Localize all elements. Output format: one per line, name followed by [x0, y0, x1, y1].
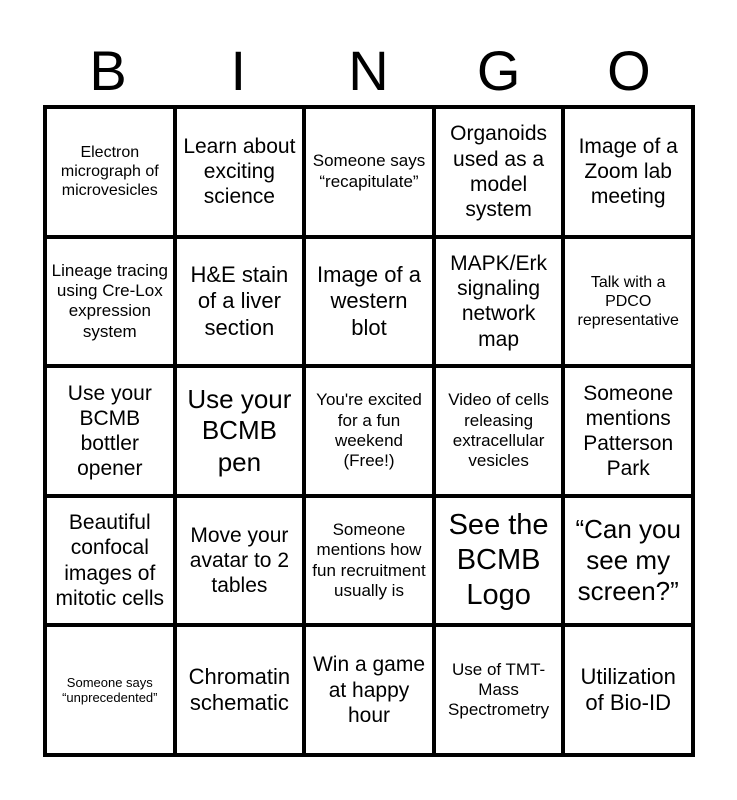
bingo-cell[interactable]: [175, 107, 305, 237]
bingo-cell-text: Someone says “recapitulate”: [312, 151, 426, 191]
bingo-cell-text: You're excited for a fun weekend (Free!): [316, 390, 422, 471]
bingo-cell[interactable]: [45, 366, 175, 496]
bingo-cell-text: Someone mentions how fun recruitment usually is: [312, 519, 426, 600]
bingo-cell-text: “Can you see my screen?”: [575, 513, 681, 607]
bingo-board: [43, 105, 695, 757]
bingo-cell[interactable]: [45, 625, 175, 755]
bingo-cell-text: Someone says “unprecedented”: [62, 674, 158, 706]
bingo-cell[interactable]: [434, 366, 564, 496]
bingo-cell-text: Win a game at happy hour: [312, 653, 426, 727]
bingo-cell-text: Electron micrograph of microvesicles: [60, 144, 159, 200]
bingo-cell[interactable]: [45, 496, 175, 626]
bingo-cell[interactable]: [434, 496, 564, 626]
bingo-cell[interactable]: [304, 237, 434, 367]
bingo-cell-text: Image of a western blot: [317, 261, 421, 340]
bingo-cell[interactable]: [563, 625, 693, 755]
bingo-cell-text: Organoids used as a model system: [450, 122, 548, 221]
bingo-cell[interactable]: [45, 107, 175, 237]
bingo-cell[interactable]: [175, 237, 305, 367]
bingo-cell-text: Someone mentions Patterson Park: [583, 381, 674, 481]
header-letter-b: B: [89, 39, 127, 102]
bingo-cell-text: MAPK/Erk signaling network map: [450, 252, 548, 351]
bingo-cell-text: Learn about exciting science: [183, 135, 296, 209]
header-letter-n: N: [348, 39, 389, 102]
bingo-cell-text: Utilization of Bio-ID: [580, 663, 676, 716]
bingo-cell[interactable]: [563, 366, 693, 496]
bingo-cell-text: Beautiful confocal images of mitotic cells: [55, 511, 165, 610]
bingo-cell-text: Use your BCMB pen: [187, 384, 292, 477]
bingo-cell-text: H&E stain of a liver section: [190, 261, 289, 340]
bingo-cell-text: Lineage tracing using Cre-Lox expression system: [51, 260, 168, 341]
bingo-cell[interactable]: [175, 366, 305, 496]
bingo-cell-text: Chromatin schematic: [188, 663, 291, 716]
bingo-cell[interactable]: [434, 237, 564, 367]
bingo-cell-text: Video of cells releasing extracellular vesicles: [448, 390, 549, 471]
header-letter-i: I: [230, 39, 247, 102]
bingo-cell[interactable]: [434, 625, 564, 755]
bingo-cell[interactable]: [563, 496, 693, 626]
bingo-cell[interactable]: [304, 496, 434, 626]
bingo-cell[interactable]: [434, 107, 564, 237]
bingo-cell-text: Use your BCMB bottler opener: [67, 381, 152, 481]
header-letter-g: G: [476, 39, 521, 102]
bingo-cell[interactable]: [304, 366, 434, 496]
bingo-cell[interactable]: [45, 237, 175, 367]
header-letter-o: O: [607, 39, 651, 102]
bingo-cell-text: Image of a Zoom lab meeting: [578, 135, 678, 209]
bingo-cell-text: Use of TMT-Mass Spectrometry: [448, 659, 550, 720]
bingo-cell[interactable]: [304, 625, 434, 755]
bingo-cell[interactable]: [175, 625, 305, 755]
bingo-header: [43, 38, 694, 104]
bingo-cell[interactable]: [563, 237, 693, 367]
bingo-cell-text: Talk with a PDCO representative: [577, 273, 679, 329]
bingo-cell[interactable]: [304, 107, 434, 237]
bingo-cell-text: Move your avatar to 2 tables: [189, 523, 289, 598]
bingo-cell[interactable]: [563, 107, 693, 237]
bingo-cell-text: See the BCMB Logo: [448, 509, 549, 611]
bingo-cell[interactable]: [175, 496, 305, 626]
